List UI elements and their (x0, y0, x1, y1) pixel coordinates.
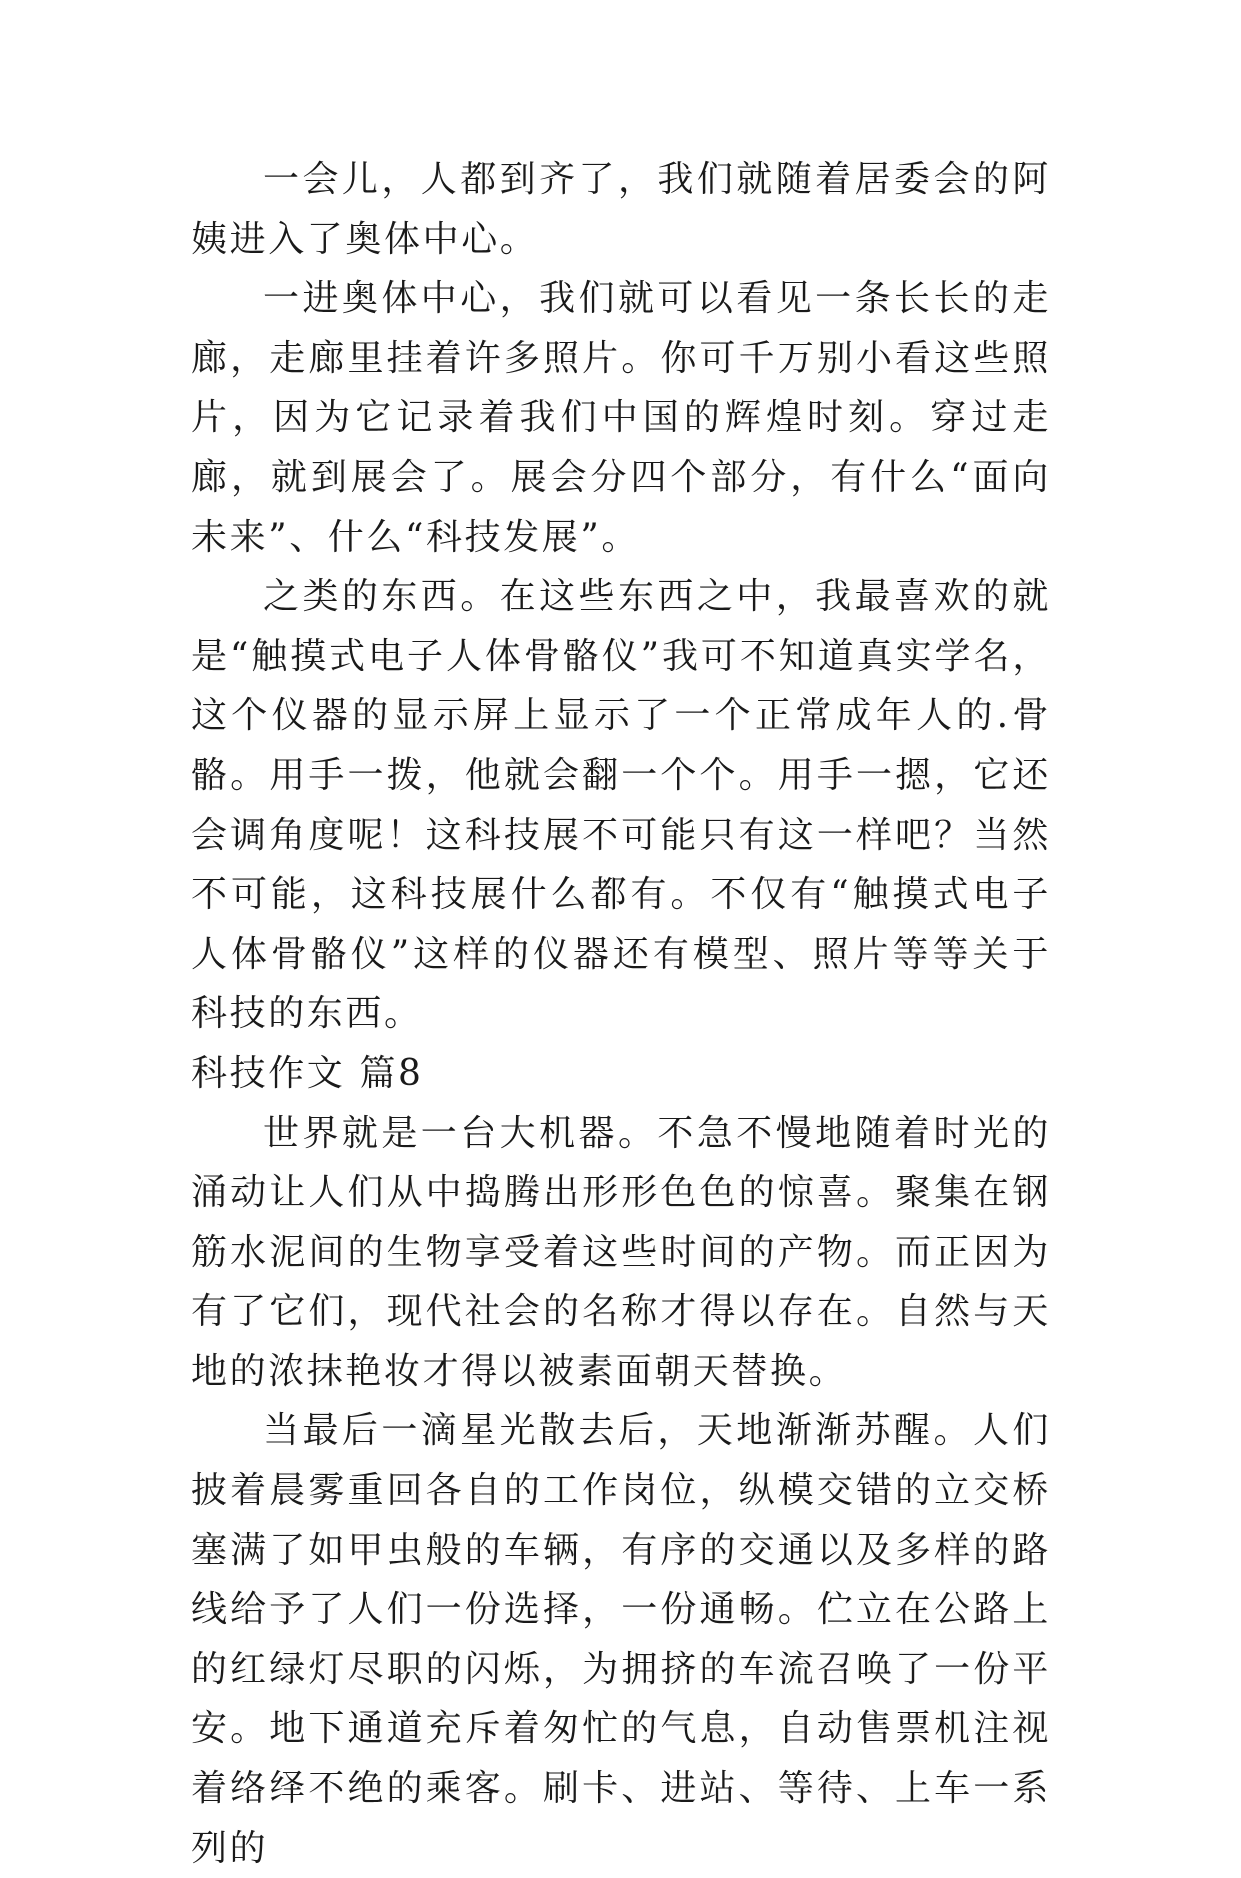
document-body (191, 150, 1051, 1878)
paragraph: 一进奥体中心，我们就可以看见一条长长的走廊，走廊里挂着许多照片。你可千万别小看这些照片，因为它记录着我们中国的辉煌时刻。穿过走廊，就到展会了。展会分四个部分，有什么“面向未来”、什么“科技发展”。 (191, 278, 1051, 558)
paragraph: 之类的东西。在这些东西之中，我最喜欢的就是“触摸式电子人体骨骼仪”我可不知道真实学名，这个仪器的显示屏上显示了一个正常成年人的.骨骼。用手一拨，他就会翻一个个。用手一摁，它还会调角度呢！这科技展不可能只有这一样吧？当然不可能，这科技展什么都有。不仅有“触摸式电子人体骨骼仪”这样的仪器还有模型、照片等等关于科技的东西。 (191, 576, 1051, 1035)
paragraph: 一会儿，人都到齐了，我们就随着居委会的阿姨进入了奥体中心。 (191, 159, 1051, 260)
section-heading: 科技作文 篇8 (191, 1052, 424, 1094)
paragraph: 当最后一滴星光散去后，天地渐渐苏醒。人们披着晨雾重回各自的工作岗位，纵模交错的立交桥塞满了如甲虫般的车辆，有序的交通以及多样的路线给予了人们一份选择，一份通畅。伫立在公路上的红绿灯尽职的闪烁，为拥挤的车流召唤了一份平安。地下通道充斥着匆忙的气息，自动售票机注视着络绎不绝的乘客。刷卡、进站、等待、上车一系列的 (191, 1410, 1051, 1869)
paragraph: 世界就是一台大机器。不急不慢地随着时光的涌动让人们从中捣腾出形形色色的惊喜。聚集在钢筋水泥间的生物享受着这些时间的产物。而正因为有了它们，现代社会的名称才得以存在。自然与天地的浓抹艳妆才得以被素面朝天替换。 (191, 1112, 1051, 1392)
